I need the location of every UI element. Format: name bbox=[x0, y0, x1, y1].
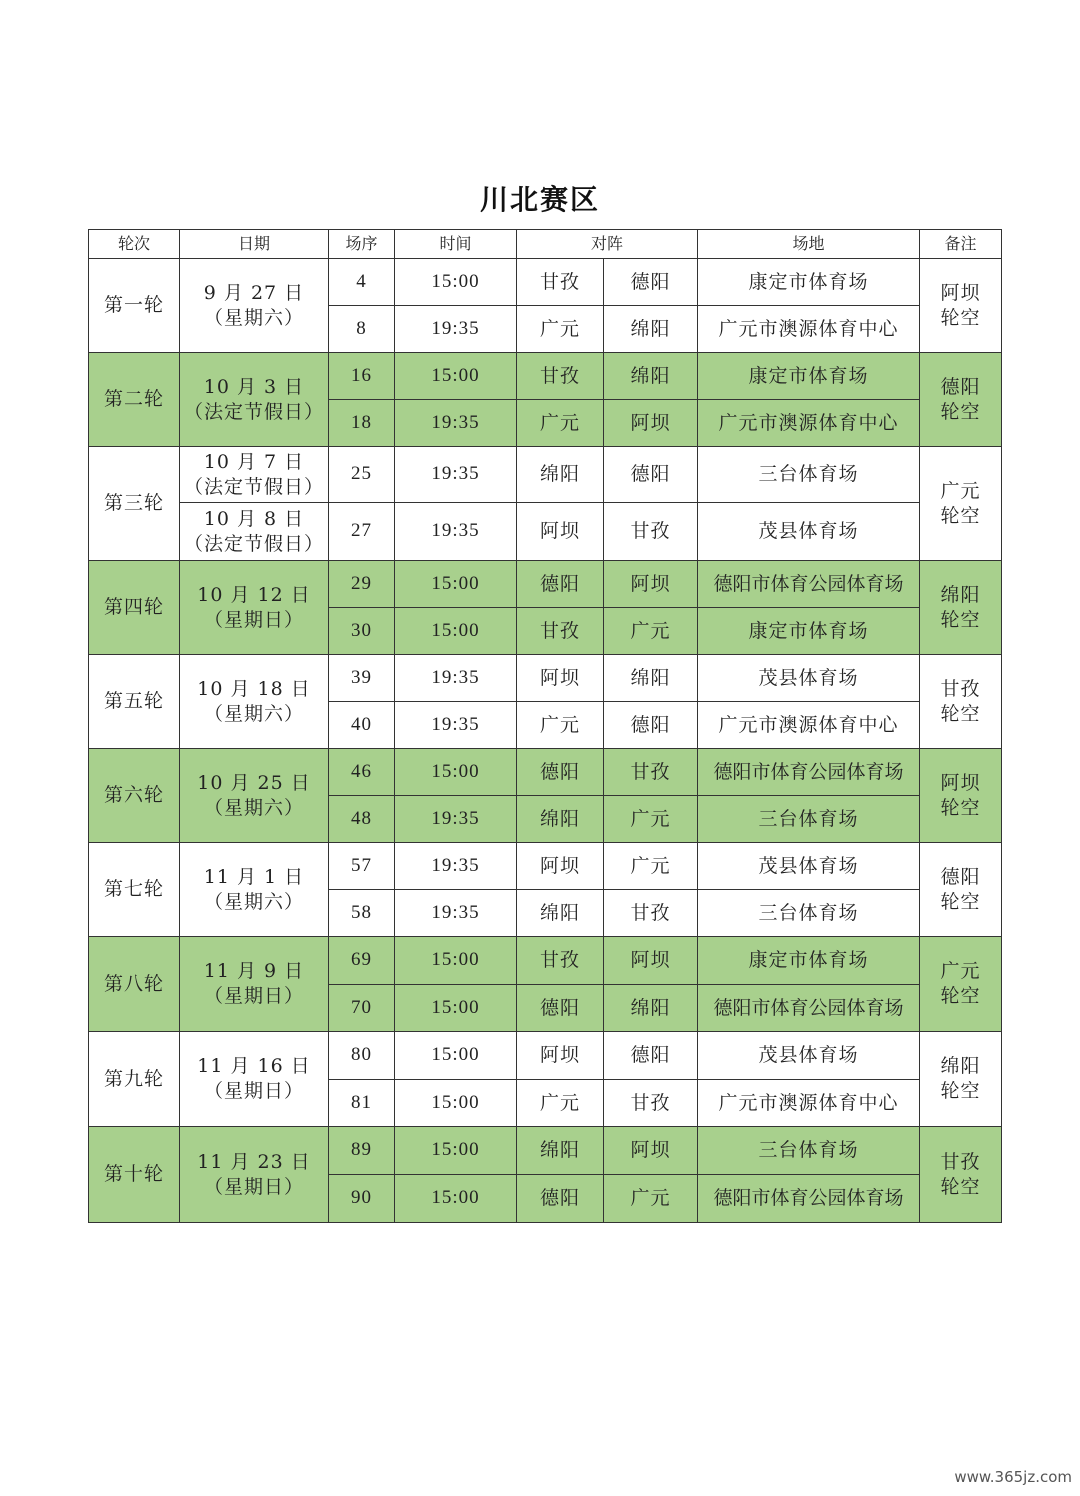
time-cell: 19:35 bbox=[395, 843, 517, 890]
bye-label: 轮空 bbox=[940, 504, 981, 527]
match-no-cell: 58 bbox=[329, 890, 395, 937]
match-no-cell: 18 bbox=[329, 400, 395, 447]
away-team-cell: 广元 bbox=[604, 843, 698, 890]
time-cell: 19:35 bbox=[395, 503, 517, 561]
time-cell: 19:35 bbox=[395, 655, 517, 702]
note-cell bbox=[920, 1032, 1002, 1127]
away-team-cell: 绵阳 bbox=[604, 353, 698, 400]
home-team-cell: 绵阳 bbox=[517, 447, 604, 503]
away-team-cell: 甘孜 bbox=[604, 1080, 698, 1127]
bye-label: 轮空 bbox=[940, 400, 981, 423]
time-cell: 19:35 bbox=[395, 400, 517, 447]
round-cell: 第九轮 bbox=[89, 1032, 180, 1127]
venue-cell: 康定市体育场 bbox=[698, 353, 920, 400]
schedule-table bbox=[88, 229, 1002, 1223]
table-row bbox=[89, 937, 1002, 985]
note-cell bbox=[920, 561, 1002, 655]
bye-label: 轮空 bbox=[940, 1080, 981, 1102]
weekday-line: （星期六） bbox=[203, 890, 304, 913]
match-no-cell: 30 bbox=[329, 608, 395, 655]
date-line: 11 月 23 日 bbox=[197, 1150, 311, 1173]
date-line: 10 月 7 日 bbox=[203, 450, 305, 473]
round-cell: 第四轮 bbox=[89, 561, 180, 655]
note-cell bbox=[920, 843, 1002, 937]
table-row bbox=[89, 655, 1002, 702]
header-note: 备注 bbox=[920, 230, 1002, 259]
table-row bbox=[89, 843, 1002, 890]
home-team-cell: 德阳 bbox=[517, 561, 604, 608]
time-cell: 15:00 bbox=[395, 985, 517, 1032]
weekday-line: （星期六） bbox=[203, 306, 304, 329]
date-line: 10 月 25 日 bbox=[197, 771, 311, 794]
home-team-cell: 广元 bbox=[517, 400, 604, 447]
match-no-cell: 27 bbox=[329, 503, 395, 561]
bye-team: 广元 bbox=[940, 960, 981, 983]
bye-label: 轮空 bbox=[940, 306, 981, 329]
weekday-line: （星期日） bbox=[203, 1080, 304, 1102]
table-row bbox=[89, 561, 1002, 608]
weekday-line: （星期六） bbox=[203, 702, 304, 725]
away-team-cell: 绵阳 bbox=[604, 655, 698, 702]
bye-label: 轮空 bbox=[940, 608, 981, 631]
venue-cell: 康定市体育场 bbox=[698, 608, 920, 655]
bye-label: 轮空 bbox=[940, 890, 981, 913]
home-team-cell: 阿坝 bbox=[517, 655, 604, 702]
away-team-cell: 甘孜 bbox=[604, 890, 698, 937]
match-no-cell: 69 bbox=[329, 937, 395, 985]
time-cell: 15:00 bbox=[395, 1175, 517, 1223]
match-no-cell: 29 bbox=[329, 561, 395, 608]
table-row bbox=[89, 1127, 1002, 1175]
match-no-cell: 40 bbox=[329, 702, 395, 749]
round-cell: 第二轮 bbox=[89, 353, 180, 447]
match-no-cell: 89 bbox=[329, 1127, 395, 1175]
date-cell bbox=[180, 259, 329, 353]
bye-label: 轮空 bbox=[940, 796, 981, 819]
home-team-cell: 阿坝 bbox=[517, 843, 604, 890]
round-cell: 第八轮 bbox=[89, 937, 180, 1032]
weekday-line: （星期日） bbox=[203, 985, 304, 1007]
header-time: 时间 bbox=[395, 230, 517, 259]
away-team-cell: 广元 bbox=[604, 1175, 698, 1223]
away-team-cell: 阿坝 bbox=[604, 561, 698, 608]
bye-team: 阿坝 bbox=[940, 281, 981, 304]
date-line: 10 月 8 日 bbox=[203, 507, 305, 530]
match-no-cell: 25 bbox=[329, 447, 395, 503]
header-round: 轮次 bbox=[89, 230, 180, 259]
note-cell bbox=[920, 447, 1002, 561]
date-cell bbox=[180, 1032, 329, 1127]
match-no-cell: 48 bbox=[329, 796, 395, 843]
time-cell: 15:00 bbox=[395, 353, 517, 400]
page-title: 川北赛区 bbox=[479, 183, 600, 216]
away-team-cell: 德阳 bbox=[604, 447, 698, 503]
round-cell: 第一轮 bbox=[89, 259, 180, 353]
weekday-line: （法定节假日） bbox=[183, 400, 324, 423]
away-team-cell: 广元 bbox=[604, 608, 698, 655]
date-line: 10 月 12 日 bbox=[197, 583, 311, 606]
away-team-cell: 阿坝 bbox=[604, 937, 698, 985]
round-cell: 第六轮 bbox=[89, 749, 180, 843]
header-match-no: 场序 bbox=[329, 230, 395, 259]
table-row bbox=[89, 447, 1002, 503]
note-cell bbox=[920, 749, 1002, 843]
bye-label: 轮空 bbox=[940, 1175, 981, 1198]
away-team-cell: 甘孜 bbox=[604, 749, 698, 796]
date-line: 11 月 1 日 bbox=[203, 865, 305, 888]
weekday-line: （星期六） bbox=[203, 796, 304, 819]
date-cell bbox=[180, 937, 329, 1032]
time-cell: 15:00 bbox=[395, 937, 517, 985]
date-cell bbox=[180, 1127, 329, 1223]
date-line: 9 月 27 日 bbox=[203, 281, 305, 304]
date-cell bbox=[180, 655, 329, 749]
round-cell: 第七轮 bbox=[89, 843, 180, 937]
match-no-cell: 46 bbox=[329, 749, 395, 796]
table-row bbox=[89, 749, 1002, 796]
date-line: 11 月 16 日 bbox=[197, 1055, 311, 1078]
round-cell: 第三轮 bbox=[89, 447, 180, 561]
venue-cell: 德阳市体育公园体育场 bbox=[698, 985, 920, 1032]
time-cell: 15:00 bbox=[395, 561, 517, 608]
time-cell: 19:35 bbox=[395, 306, 517, 353]
match-no-cell: 8 bbox=[329, 306, 395, 353]
home-team-cell: 甘孜 bbox=[517, 259, 604, 306]
home-team-cell: 德阳 bbox=[517, 749, 604, 796]
date-cell bbox=[180, 353, 329, 447]
header-venue: 场地 bbox=[698, 230, 920, 259]
bye-team: 甘孜 bbox=[940, 1150, 981, 1173]
venue-cell: 广元市澳源体育中心 bbox=[698, 400, 920, 447]
date-line: 11 月 9 日 bbox=[203, 960, 305, 983]
match-no-cell: 4 bbox=[329, 259, 395, 306]
home-team-cell: 阿坝 bbox=[517, 1032, 604, 1080]
weekday-line: （星期日） bbox=[203, 608, 304, 631]
venue-cell: 康定市体育场 bbox=[698, 259, 920, 306]
header-row bbox=[89, 230, 1002, 259]
match-no-cell: 80 bbox=[329, 1032, 395, 1080]
time-cell: 15:00 bbox=[395, 1080, 517, 1127]
bye-team: 德阳 bbox=[940, 865, 981, 888]
away-team-cell: 阿坝 bbox=[604, 400, 698, 447]
match-no-cell: 70 bbox=[329, 985, 395, 1032]
home-team-cell: 阿坝 bbox=[517, 503, 604, 561]
venue-cell: 茂县体育场 bbox=[698, 503, 920, 561]
date-line: 10 月 18 日 bbox=[197, 677, 311, 700]
header-date: 日期 bbox=[180, 230, 329, 259]
away-team-cell: 德阳 bbox=[604, 702, 698, 749]
away-team-cell: 德阳 bbox=[604, 1032, 698, 1080]
home-team-cell: 德阳 bbox=[517, 1175, 604, 1223]
home-team-cell: 甘孜 bbox=[517, 608, 604, 655]
away-team-cell: 绵阳 bbox=[604, 306, 698, 353]
date-cell bbox=[180, 843, 329, 937]
venue-cell: 三台体育场 bbox=[698, 447, 920, 503]
date-line: 10 月 3 日 bbox=[203, 375, 305, 398]
date-cell bbox=[180, 561, 329, 655]
table-row bbox=[89, 353, 1002, 400]
time-cell: 19:35 bbox=[395, 890, 517, 937]
bye-team: 广元 bbox=[940, 479, 981, 502]
venue-cell: 德阳市体育公园体育场 bbox=[698, 561, 920, 608]
away-team-cell: 广元 bbox=[604, 796, 698, 843]
venue-cell: 德阳市体育公园体育场 bbox=[698, 749, 920, 796]
home-team-cell: 德阳 bbox=[517, 985, 604, 1032]
table-row bbox=[89, 259, 1002, 306]
venue-cell: 茂县体育场 bbox=[698, 843, 920, 890]
watermark: www.365jz.com bbox=[954, 1468, 1072, 1486]
match-no-cell: 16 bbox=[329, 353, 395, 400]
time-cell: 15:00 bbox=[395, 259, 517, 306]
header-matchup: 对阵 bbox=[517, 230, 698, 259]
note-cell bbox=[920, 259, 1002, 353]
bye-team: 甘孜 bbox=[940, 677, 981, 700]
home-team-cell: 广元 bbox=[517, 306, 604, 353]
round-cell: 第五轮 bbox=[89, 655, 180, 749]
venue-cell: 广元市澳源体育中心 bbox=[698, 306, 920, 353]
venue-cell: 三台体育场 bbox=[698, 1127, 920, 1175]
home-team-cell: 绵阳 bbox=[517, 890, 604, 937]
away-team-cell: 绵阳 bbox=[604, 985, 698, 1032]
time-cell: 19:35 bbox=[395, 702, 517, 749]
date-cell bbox=[180, 749, 329, 843]
note-cell bbox=[920, 937, 1002, 1032]
bye-label: 轮空 bbox=[940, 985, 981, 1007]
match-no-cell: 39 bbox=[329, 655, 395, 702]
table-row bbox=[89, 1032, 1002, 1080]
venue-cell: 广元市澳源体育中心 bbox=[698, 1080, 920, 1127]
bye-team: 绵阳 bbox=[940, 583, 981, 606]
bye-team: 绵阳 bbox=[940, 1055, 981, 1078]
home-team-cell: 广元 bbox=[517, 1080, 604, 1127]
round-cell: 第十轮 bbox=[89, 1127, 180, 1223]
venue-cell: 三台体育场 bbox=[698, 890, 920, 937]
time-cell: 15:00 bbox=[395, 749, 517, 796]
time-cell: 15:00 bbox=[395, 608, 517, 655]
note-cell bbox=[920, 1127, 1002, 1223]
time-cell: 15:00 bbox=[395, 1127, 517, 1175]
note-cell bbox=[920, 655, 1002, 749]
home-team-cell: 绵阳 bbox=[517, 796, 604, 843]
away-team-cell: 甘孜 bbox=[604, 503, 698, 561]
date-cell bbox=[180, 447, 329, 503]
home-team-cell: 甘孜 bbox=[517, 353, 604, 400]
home-team-cell: 甘孜 bbox=[517, 937, 604, 985]
weekday-line: （法定节假日） bbox=[183, 475, 324, 498]
venue-cell: 三台体育场 bbox=[698, 796, 920, 843]
note-cell bbox=[920, 353, 1002, 447]
venue-cell: 康定市体育场 bbox=[698, 937, 920, 985]
date-cell bbox=[180, 503, 329, 561]
weekday-line: （星期日） bbox=[203, 1175, 304, 1198]
bye-team: 德阳 bbox=[940, 375, 981, 398]
away-team-cell: 阿坝 bbox=[604, 1127, 698, 1175]
home-team-cell: 广元 bbox=[517, 702, 604, 749]
away-team-cell: 德阳 bbox=[604, 259, 698, 306]
table-row bbox=[89, 503, 1002, 561]
time-cell: 19:35 bbox=[395, 796, 517, 843]
time-cell: 15:00 bbox=[395, 1032, 517, 1080]
venue-cell: 德阳市体育公园体育场 bbox=[698, 1175, 920, 1223]
venue-cell: 广元市澳源体育中心 bbox=[698, 702, 920, 749]
weekday-line: （法定节假日） bbox=[183, 532, 324, 555]
bye-team: 阿坝 bbox=[940, 771, 981, 794]
time-cell: 19:35 bbox=[395, 447, 517, 503]
bye-label: 轮空 bbox=[940, 702, 981, 725]
match-no-cell: 81 bbox=[329, 1080, 395, 1127]
venue-cell: 茂县体育场 bbox=[698, 655, 920, 702]
match-no-cell: 90 bbox=[329, 1175, 395, 1223]
match-no-cell: 57 bbox=[329, 843, 395, 890]
home-team-cell: 绵阳 bbox=[517, 1127, 604, 1175]
venue-cell: 茂县体育场 bbox=[698, 1032, 920, 1080]
schedule-body bbox=[89, 259, 1002, 1223]
